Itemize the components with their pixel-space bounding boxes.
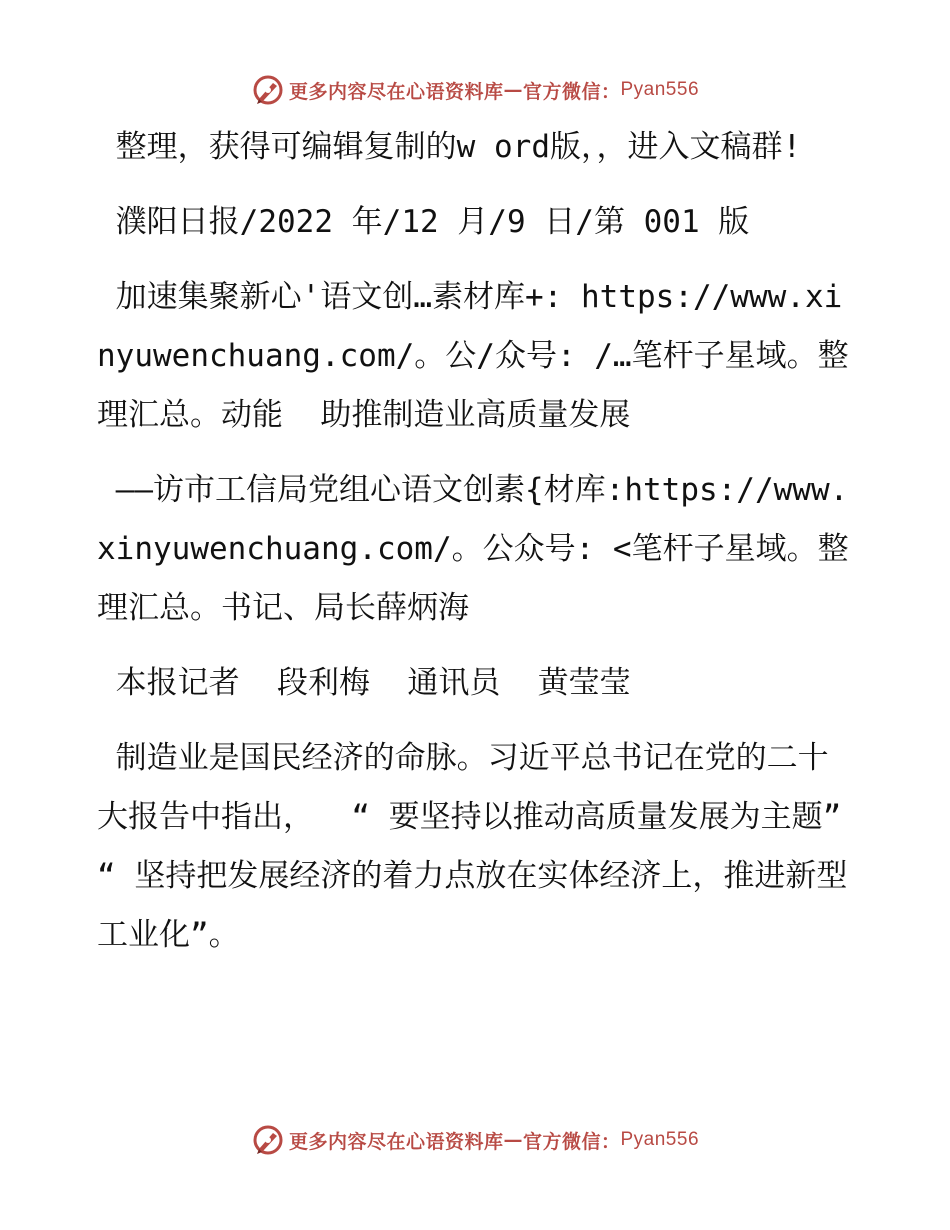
paragraph-intro: 整理，获得可编辑复制的w ord版，，进入文稿群! xyxy=(97,129,802,165)
pen-logo-icon xyxy=(251,1123,285,1157)
banner-dash: — xyxy=(503,79,523,101)
paragraph-headline: 加速集聚新心'语文创…素材库+: https://www.xinyuwenchuang.com/。公/众号: /…笔杆子星域。整理汇总。动能 助推制造业高质量发展 xyxy=(97,279,849,433)
header-watermark-banner xyxy=(0,70,950,110)
paragraph-body: 制造业是国民经济的命脉。习近平总书记在党的二十大报告中指出， “ 要坚持以推动高质量发展为主题” “ 坚持把发展经济的着力点放在实体经济上，推进新型工业化”。 xyxy=(97,740,860,953)
footer-watermark-banner xyxy=(0,1120,950,1160)
banner-official-label: 官方微信： xyxy=(522,1130,621,1153)
banner-account-id: Pyan556 xyxy=(620,79,700,100)
banner-brand-text: 更多内容尽在心语资料库 xyxy=(288,1130,504,1153)
pen-logo-icon xyxy=(251,73,285,107)
banner-brand-text: 更多内容尽在心语资料库 xyxy=(288,80,504,103)
banner-official-label: 官方微信： xyxy=(522,80,621,103)
document-body xyxy=(97,118,860,965)
banner-account-id: Pyan556 xyxy=(620,1129,700,1150)
paragraph-subheadline: ——访市工信局党组心语文创素{材库:https://www.xinyuwenchuang.com/。公众号: <笔杆子星域。整理汇总。书记、局长薛炳海 xyxy=(97,472,849,626)
paragraph-source: 濮阳日报/2022 年/12 月/9 日/第 001 版 xyxy=(97,204,750,240)
paragraph-byline: 本报记者 段利梅 通讯员 黄莹莹 xyxy=(97,665,631,701)
banner-dash: — xyxy=(503,1129,523,1151)
